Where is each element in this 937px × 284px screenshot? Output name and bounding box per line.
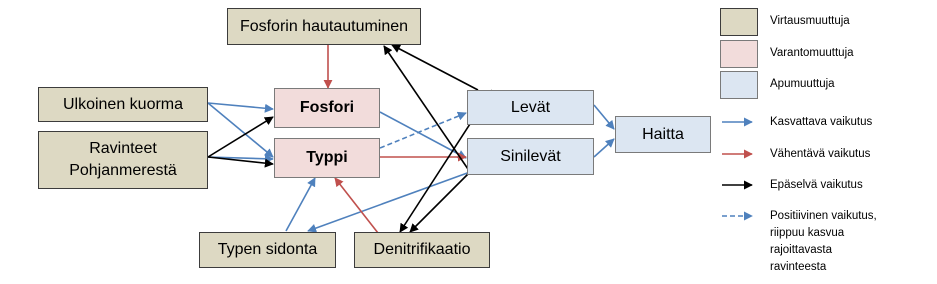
legend-swatch-flow [720,8,758,36]
arrow-ulkoinen-kuorma-to-fosfori [208,103,273,109]
arrow-ulkoinen-kuorma-to-fosfori-unclear [208,117,273,157]
legend-label-positive-conditional [770,208,877,276]
legend-label-stock: Varantomuuttuja [770,47,854,59]
legend-label-unclear: Epäselvä vaikutus [770,179,863,191]
legend-label-aux: Apumuuttuja [770,78,835,90]
legend-positive-line-2: riippuu kasvua [770,227,845,239]
legend-label-increasing: Kasvattava vaikutus [770,116,873,128]
node-haitta: Haitta [615,116,711,153]
arrow-levat-to-haitta [594,105,614,129]
node-levat: Levät [467,90,594,125]
arrow-ulkoinen-kuorma-to-typpi [208,103,273,157]
legend-positive-line-1: Positiivinen vaikutus, [770,210,877,222]
node-typpi: Typpi [274,138,380,178]
node-sinilevat: Sinilevät [467,138,594,175]
arrow-levat-to-hautautuminen [392,45,478,90]
arrow-sinilevat-to-typen-sidonta [308,172,470,231]
node-fosforin-hautautuminen: Fosforin hautautuminen [227,8,421,45]
node-ulkoinen-kuorma: Ulkoinen kuorma [38,87,208,122]
arrow-sinilevat-to-hautautuminen [384,46,470,172]
arrow-typen-sidonta-to-typpi [286,178,315,231]
node-denitrifikaatio: Denitrifikaatio [354,232,490,268]
node-typen-sidonta: Typen sidonta [199,232,336,268]
node-fosfori: Fosfori [274,88,380,128]
legend-positive-line-4: ravinteesta [770,261,827,273]
arrow-denitrifikaatio-to-typpi [335,178,378,233]
legend-swatch-stock [720,40,758,68]
legend-label-flow: Virtausmuuttuja [770,15,850,27]
legend-positive-line-3: rajoittavasta [770,244,833,256]
arrow-sinilevat-to-haitta [594,139,614,157]
node-ravinteet-line-1: Ravinteet [89,140,157,157]
node-ravinteet-pohjanmeresta [38,131,208,189]
node-ravinteet-line-2: Pohjanmerestä [69,162,177,179]
legend-label-decreasing: Vähentävä vaikutus [770,148,871,160]
legend-swatch-aux [720,71,758,99]
